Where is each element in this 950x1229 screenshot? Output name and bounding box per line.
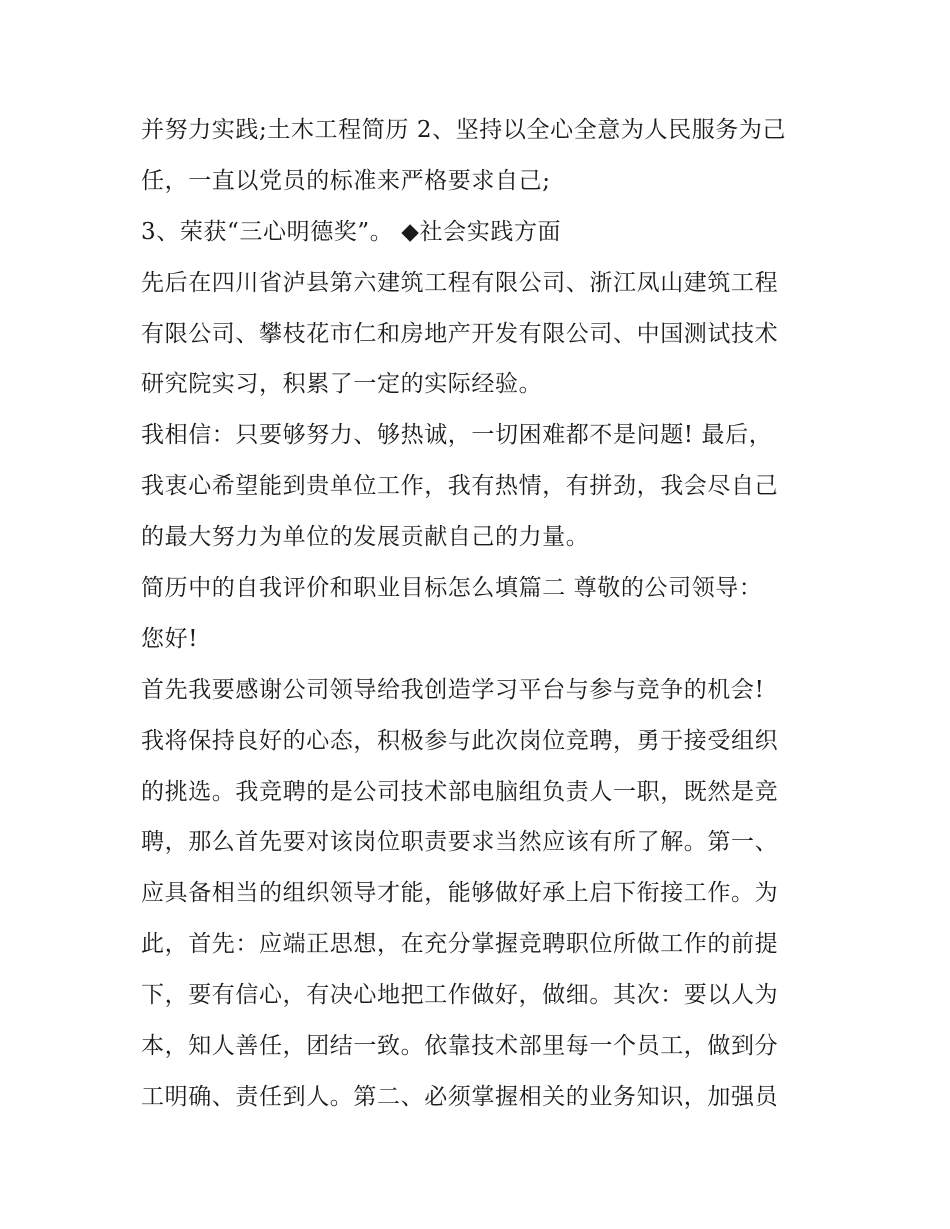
- text-line: 有限公司、攀枝花市仁和房地产开发有限公司、中国测试技术: [141, 320, 779, 347]
- text-line: 工明确、责任到人。第二、必须掌握相关的业务知识，加强员: [141, 1083, 779, 1110]
- text-line: 我相信：只要够努力、够热诚，一切困难都不是问题! 最后，: [141, 422, 773, 449]
- text-line: 先后在四川省泸县第六建筑工程有限公司、浙江凤山建筑工程: [141, 269, 779, 296]
- text-line: 聘，那么首先要对该岗位职责要求当然应该有所了解。第一、: [141, 829, 779, 856]
- text-line: 此，首先：应端正思想，在充分掌握竞聘职位所做工作的前提: [141, 931, 779, 958]
- text-line: 研究院实习，积累了一定的实际经验。: [141, 371, 543, 398]
- text-line: 您好!: [141, 625, 199, 652]
- text-line: 的最大努力为单位的发展贡献自己的力量。: [141, 524, 590, 551]
- text-line: 的挑选。我竞聘的是公司技术部电脑组负责人一职，既然是竞: [141, 778, 779, 805]
- text-line: 3、荣获“三心明德奖”。 ◆社会实践方面: [141, 218, 562, 245]
- text-line: 下，要有信心，有决心地把工作做好，做细。其次：要以人为: [141, 982, 779, 1009]
- text-line: 应具备相当的组织领导才能，能够做好承上启下衔接工作。为: [141, 880, 779, 907]
- text-line: 任，一直以党员的标准来严格要求自己;: [141, 167, 551, 194]
- text-line: 我将保持良好的心态，积极参与此次岗位竞聘，勇于接受组织: [141, 727, 779, 754]
- text-line: 并努力实践;土木工程简历 2、坚持以全心全意为人民服务为己: [141, 117, 787, 143]
- text-line: 本，知人善任，团结一致。依靠技术部里每一个员工，做到分: [141, 1033, 779, 1060]
- document-body: [141, 105, 821, 1123]
- text-line: 简历中的自我评价和职业目标怎么填篇二 尊敬的公司领导：: [141, 575, 763, 602]
- text-line: 我衷心希望能到贵单位工作，我有热情，有拼劲，我会尽自己: [141, 473, 779, 500]
- text-line: 首先我要感谢公司领导给我创造学习平台与参与竞争的机会!: [141, 676, 765, 703]
